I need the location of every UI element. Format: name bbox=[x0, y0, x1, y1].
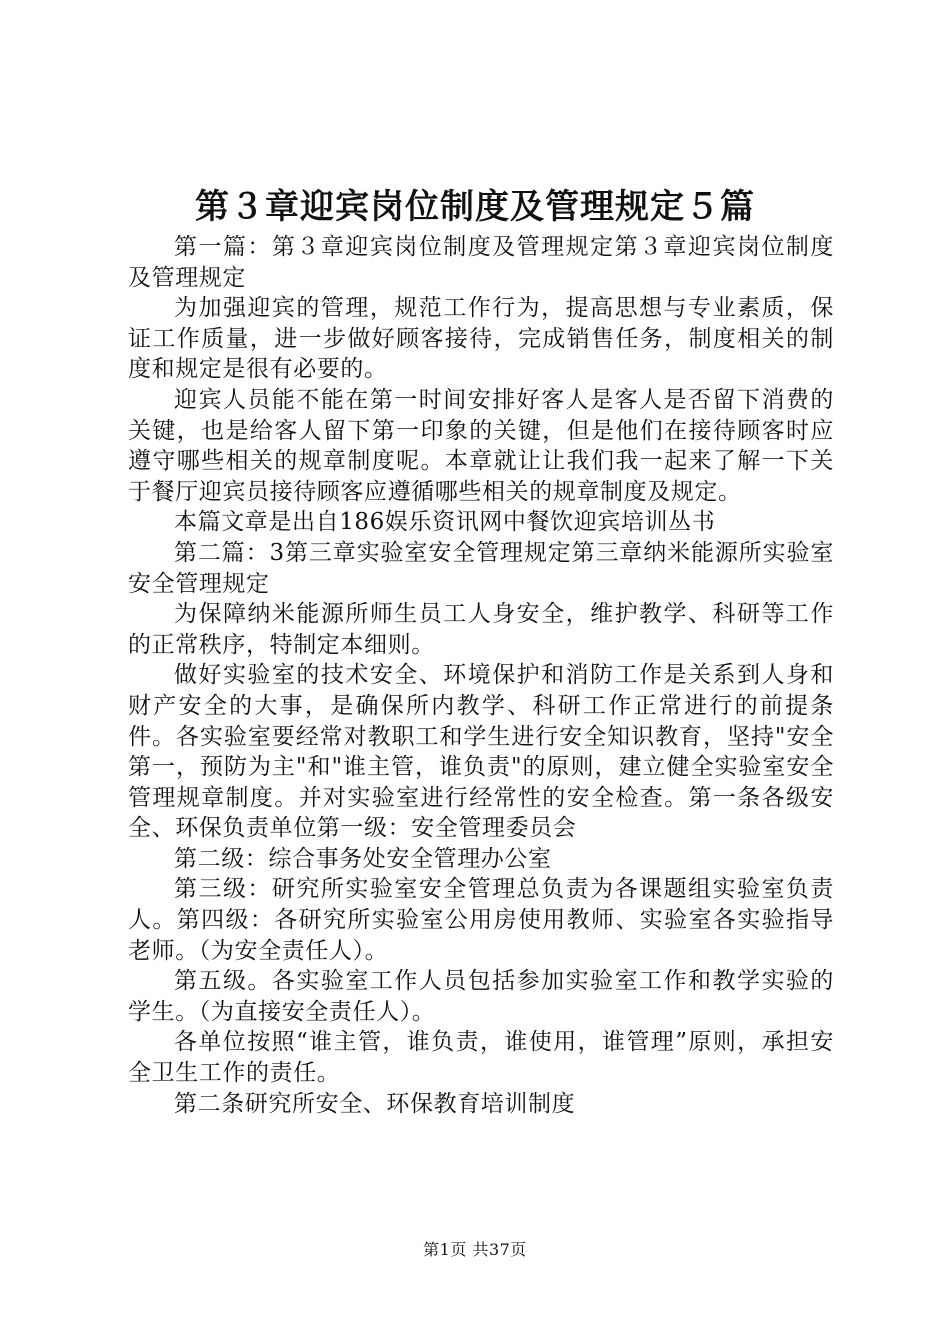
paragraph: 做好实验室的技术安全、环境保护和消防工作是关系到人身和财产安全的大事，是确保所内教学、科研工作正常进行的前提条件。各实验室要经常对教职工和学生进行安全知识教育，坚持"安全第一，预防为主"和"谁主管，谁负责"的原则，建立健全实验室安全管理规章制度。并对实验室进行经常性的安全检查。第一条各级安全、环保负责单位第一级：安全管理委员会 bbox=[128, 662, 834, 842]
paragraph: 第三级：研究所实验室安全管理总负责为各课题组实验室负责人。第四级：各研究所实验室公用房使用教师、实验室各实验指导老师。（为安全责任人）。 bbox=[128, 876, 834, 964]
document-body bbox=[128, 232, 834, 1119]
paragraph: 第二级：综合事务处安全管理办公室 bbox=[174, 845, 552, 872]
paragraph: 第二篇：3第三章实验室安全管理规定第三章纳米能源所实验室安全管理规定 bbox=[128, 539, 834, 597]
paragraph: 本篇文章是出自186娱乐资讯网中餐饮迎宾培训丛书 bbox=[174, 509, 716, 536]
paragraph: 为保障纳米能源所师生员工人身安全，维护教学、科研等工作的正常秩序，特制定本细则。 bbox=[128, 601, 834, 658]
page-number-footer: 第1页 共37页 bbox=[423, 1240, 527, 1259]
paragraph: 为加强迎宾的管理，规范工作行为，提高思想与专业素质，保证工作质量，进一步做好顾客接待，完成销售任务，制度相关的制度和规定是很有必要的。 bbox=[128, 295, 834, 383]
paragraph: 第五级。各实验室工作人员包括参加实验室工作和教学实验的学生。（为直接安全责任人）。 bbox=[128, 968, 834, 1025]
document-title: 第３章迎宾岗位制度及管理规定５篇 bbox=[195, 187, 755, 227]
paragraph: 迎宾人员能不能在第一时间安排好客人是客人是否留下消费的关键，也是给客人留下第一印象的关键，但是他们在接待顾客时应遵守哪些相关的规章制度呢。本章就让让我们我一起来了解一下关于餐厅迎宾员接待顾客应遵循哪些相关的规章制度及规定。 bbox=[128, 386, 834, 505]
paragraph: 第二条研究所安全、环保教育培训制度 bbox=[174, 1090, 576, 1117]
paragraph: 各单位按照“谁主管，谁负责，谁使用，谁管理”原则，承担安全卫生工作的责任。 bbox=[128, 1029, 834, 1087]
paragraph: 第一篇：第３章迎宾岗位制度及管理规定第３章迎宾岗位制度及管理规定 bbox=[128, 234, 834, 291]
